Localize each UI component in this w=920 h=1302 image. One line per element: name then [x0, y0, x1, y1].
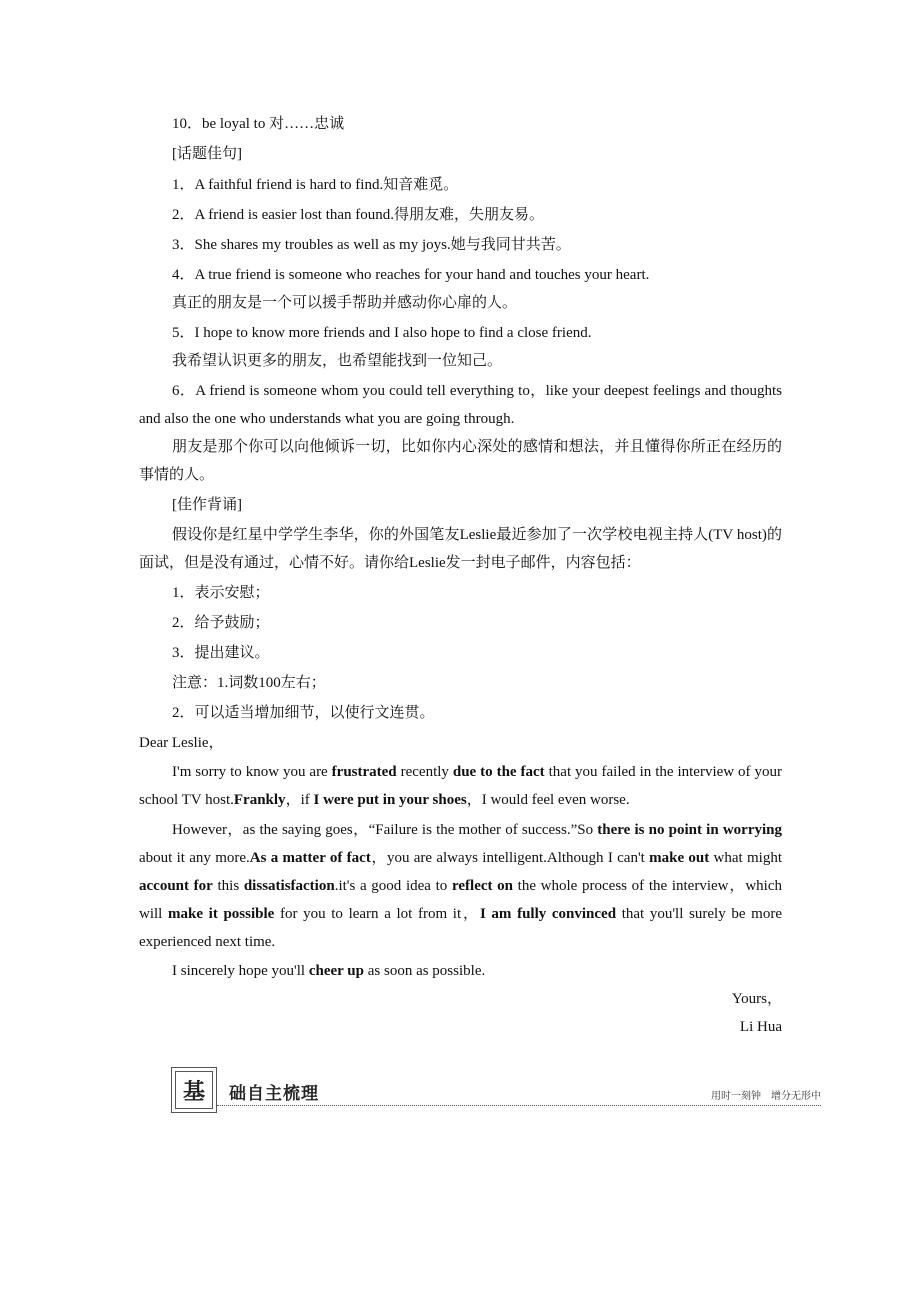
key-phrase: make out: [649, 850, 710, 866]
content-column: [139, 110, 782, 1041]
section-title: 础自主梳理: [229, 1084, 319, 1104]
text-run: I sincerely hope you'll: [172, 963, 309, 979]
key-phrase: Frankly: [233, 792, 286, 808]
text-run: that you'll surely be more experienced next time.: [139, 906, 782, 950]
requirement-item: 1．表示安慰；: [172, 585, 270, 601]
letter-paragraph-1: [139, 758, 782, 814]
letter-salutation: Dear Leslie，: [139, 735, 224, 751]
key-phrase: I am fully convinced: [479, 906, 617, 922]
key-phrase: due to the fact: [452, 764, 545, 780]
vocab-item: 10．be loyal to 对……忠诚: [172, 116, 345, 132]
section-banner: [171, 1067, 821, 1117]
key-phrase: cheer up: [308, 963, 364, 979]
topic-sentence-translation: 我希望认识更多的朋友，也希望能找到一位知己。: [172, 353, 503, 369]
section-subtitle: 用时一刻钟 增分无形中: [711, 1091, 821, 1102]
key-phrase: As a matter of fact: [249, 850, 371, 866]
key-phrase: I were put in your shoes: [313, 792, 467, 808]
text-run: that you failed in the interview of your school TV host.: [139, 764, 782, 808]
text-run: recently: [396, 764, 453, 780]
topic-sentence: 1．A faithful friend is hard to find.知音难觅。: [172, 177, 459, 193]
key-phrase: reflect on: [451, 878, 514, 894]
text-run: what might: [709, 850, 783, 866]
section-badge-char: 基: [175, 1071, 213, 1109]
key-phrase: make it possible: [168, 906, 275, 922]
letter-paragraph-3: [139, 957, 782, 985]
text-run: However，as the saying goes，“Failure is the mother of success.”So: [172, 822, 598, 838]
section-badge: [171, 1067, 217, 1113]
letter-closing: Yours，: [731, 991, 782, 1007]
topic-sentence-translation: 朋友是那个你可以向他倾诉一切，比如你内心深处的感情和想法，并且懂得你所正在经历的事情的人。: [139, 439, 782, 483]
requirement-item: 3．提出建议。: [172, 645, 270, 661]
text-run: ，you are always intelligent.Although I can't: [370, 850, 650, 866]
key-phrase: frustrated: [331, 764, 397, 780]
requirement-item: 2．给予鼓励；: [172, 615, 270, 631]
text-run: as soon as possible.: [363, 963, 486, 979]
text-run: I'm sorry to know you are: [172, 764, 332, 780]
text-run: this: [212, 878, 244, 894]
section-divider: [217, 1105, 821, 1106]
text-run: about it any more.: [139, 850, 250, 866]
essay-prompt: 假设你是红星中学学生李华，你的外国笔友Leslie最近参加了一次学校电视主持人(TV host)的面试，但是没有通过，心情不好。请你给Leslie发一封电子邮件，内容包括：: [139, 527, 782, 571]
topic-sentence: 2．A friend is easier lost than found.得朋友难，失朋友易。: [172, 207, 545, 223]
text-run: ，I would feel even worse.: [466, 792, 630, 808]
topic-sentence: 5．I hope to know more friends and I also hope to find a close friend.: [172, 325, 592, 341]
model-essay-heading: [佳作背诵]: [172, 497, 242, 513]
text-run: .it's a good idea to: [334, 878, 452, 894]
key-phrase: there is no point in worrying: [597, 822, 782, 838]
topic-sentence-translation: 真正的朋友是一个可以援手帮助并感动你心扉的人。: [172, 295, 518, 311]
text-run: ，if: [285, 792, 314, 808]
text-run: the whole process of the interview，which will: [139, 878, 782, 922]
key-phrase: dissatisfaction: [243, 878, 335, 894]
key-phrase: account for: [139, 878, 213, 894]
text-run: for you to learn a lot from it，: [274, 906, 480, 922]
topic-sentences-heading: [话题佳句]: [172, 146, 242, 162]
topic-sentence: 6．A friend is someone whom you could tell everything to，like your deepest feelings and thoughts and also the one who understands what you are going through.: [139, 383, 782, 427]
topic-sentence: 4．A true friend is someone who reaches for your hand and touches your heart.: [172, 267, 650, 283]
note-item: 注意：1.词数100左右；: [172, 675, 326, 691]
letter-signature: Li Hua: [739, 1019, 782, 1035]
topic-sentence: 3．She shares my troubles as well as my joys.她与我同甘共苦。: [172, 237, 571, 253]
letter-paragraph-2: [139, 816, 782, 956]
note-item: 2．可以适当增加细节，以使行文连贯。: [172, 705, 435, 721]
